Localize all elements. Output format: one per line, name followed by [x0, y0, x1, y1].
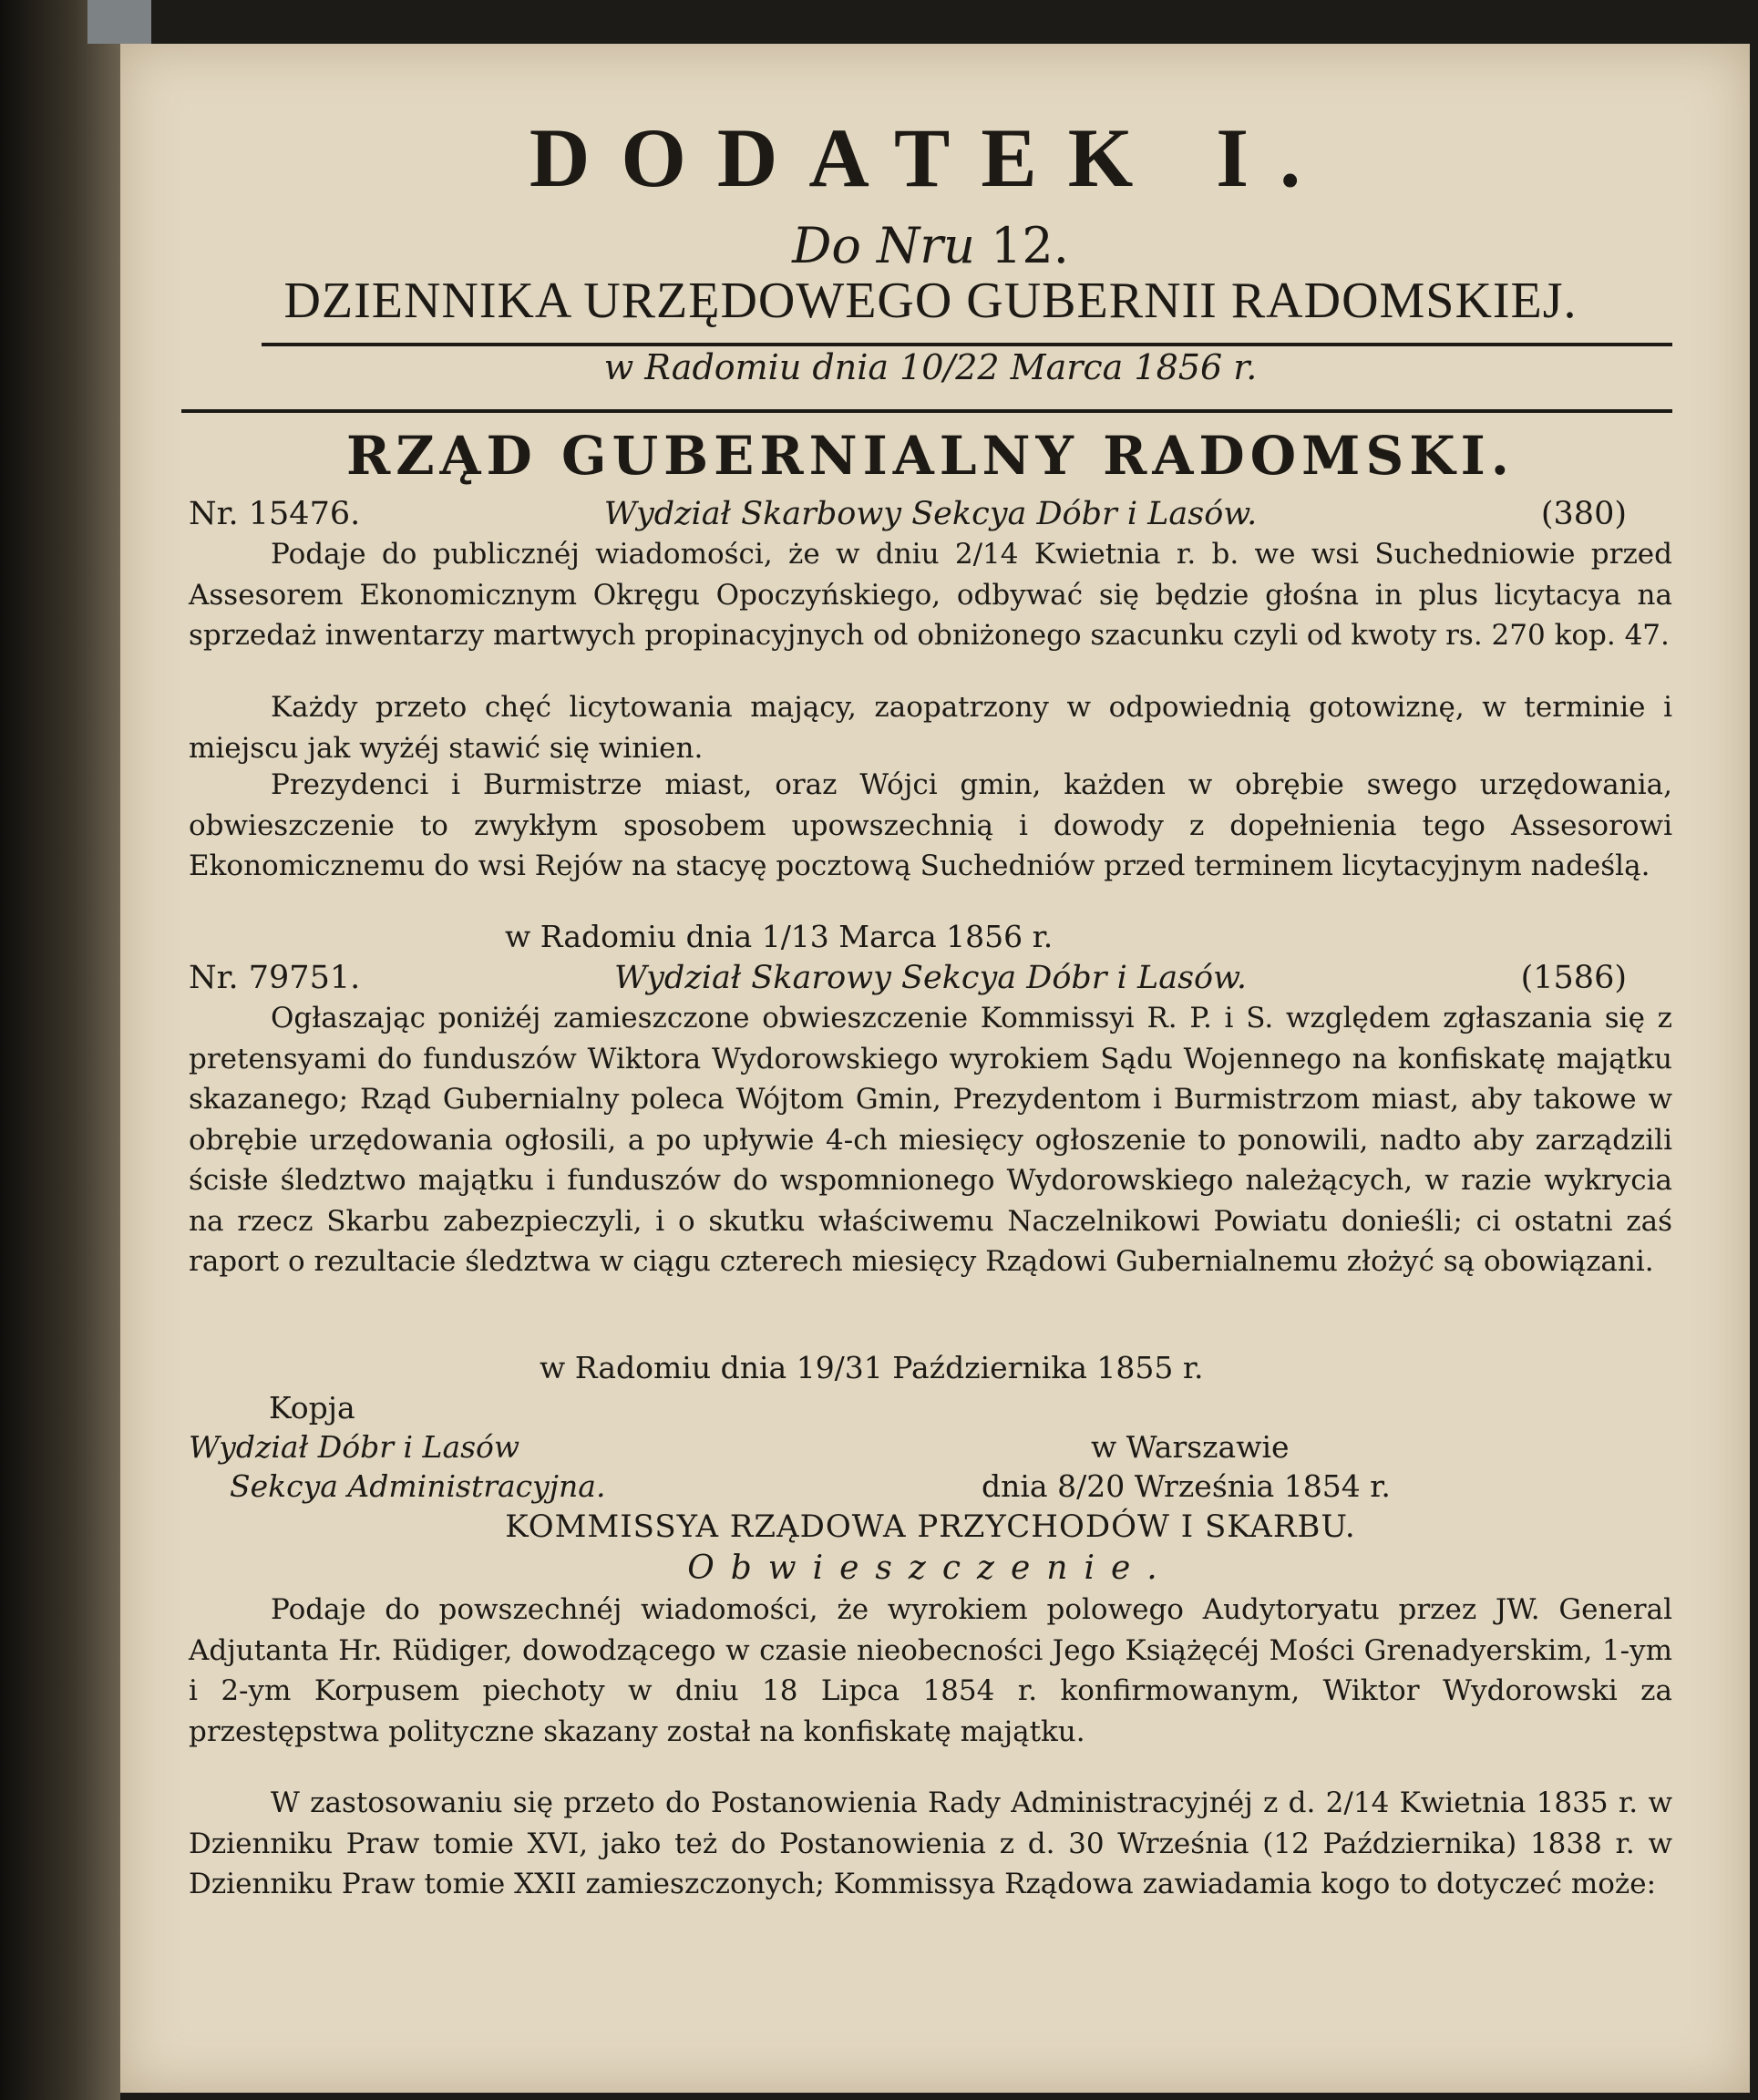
announcement-paragraph: Podaje do powszechnéj wiadomości, że wyrokiem polowego Audytoryatu przez JW. General Adjutanta Hr. Rüdiger, dowodzącego w czasie nieobecności Jego Książęcéj Mości Grenadyerskim, 1-ym i 2-ym Korpusem piechoty w dniu 18 Lipca 1854 r. konfirmowanym, Wiktor Wydorowski za przestępstwa polityczne skazany został na konfiskatę majątku.: [189, 1593, 1672, 1748]
copy-dept-line1: Wydział Dóbr i Lasów: [189, 1429, 520, 1465]
document-page: [120, 44, 1750, 2093]
notice2-place-date: w Radomiu dnia 19/31 Października 1855 r.: [540, 1350, 1204, 1385]
issue-dateline: w Radomiu dnia 10/22 Marca 1856 r.: [603, 347, 1258, 387]
notice1-paragraph: Podaje do publicznéj wiadomości, że w dniu 2/14 Kwietnia r. b. we wsi Suchedniowie przed Assesorem Ekonomicznym Okręgu Opoczyńskiego, odbywać się będzie głośna in plus licytacya na sprzedaż inwentarzy martwych propinacyjnych od obniżonego szacunku czyli od kwoty rs. 270 kop. 47.: [189, 538, 1672, 652]
header-rule-bottom: [181, 409, 1672, 413]
government-heading: RZĄD GUBERNIALNY RADOMSKI.: [346, 425, 1515, 487]
notice1-department: Wydział Skarbowy Sekcya Dóbr i Lasów.: [603, 496, 1258, 532]
notice2-number: Nr. 79751.: [189, 960, 361, 996]
copy-label: Kopja: [269, 1390, 355, 1426]
book-spine: [0, 0, 120, 2100]
notice1-paragraph: Każdy przeto chęć licytowania mający, zaopatrzony w odpowiednią gotowiznę, w terminie i miejscu jak wyżéj stawić się winien.: [189, 691, 1672, 765]
commission-heading: KOMMISSYA RZĄDOWA PRZYCHODÓW I SKARBU.: [505, 1508, 1356, 1545]
gazette-name: DZIENNIKA URZĘDOWEGO GUBERNII RADOMSKIEJ.: [283, 273, 1578, 329]
announcement-paragraph: W zastosowaniu się przeto do Postanowienia Rady Administracyjnéj z d. 2/14 Kwietnia 1835 r. w Dzienniku Praw tomie XVI, jako też do Postanowienia z d. 30 Września (12 Października) 1838 r. w Dzienniku Praw tomie XXII zamieszczonych; Kommissya Rządowa zawiadamia kogo to dotyczeć może:: [189, 1786, 1672, 1900]
notice2-department: Wydział Skarowy Sekcya Dóbr i Lasów.: [613, 960, 1248, 996]
supplement-title: DODATEK I.: [529, 111, 1332, 204]
copy-place: w Warszawie: [1091, 1429, 1290, 1465]
copy-date: dnia 8/20 Września 1854 r.: [982, 1468, 1391, 1504]
notice1-paragraph: Prezydenci i Burmistrze miast, oraz Wójci gmin, każden w obrębie swego urzędowania, obwieszczenie to zwykłym sposobem upowszechnią i dowody z dopełnienia tego Assesorowi Ekonomicznemu do wsi Rejów na stacyę pocztową Suchedniów przed terminem licytacyjnym nadeślą.: [189, 768, 1672, 882]
notice1-ref: (380): [1540, 496, 1627, 532]
issue-subtitle: [189, 217, 1672, 274]
issue-prefix: Do Nru: [792, 217, 975, 274]
notice1-number: Nr. 15476.: [189, 496, 361, 532]
issue-number: 12.: [991, 217, 1069, 274]
announcement-heading: Obwieszczenie.: [687, 1549, 1174, 1587]
notice2-paragraph: Ogłaszając poniżéj zamieszczone obwieszczenie Kommissyi R. P. i S. względem zgłaszania się z pretensyami do funduszów Wiktora Wydorowskiego wyrokiem Sądu Wojennego na konfiskatę majątku skazanego; Rząd Gubernialny poleca Wójtom Gmin, Prezydentom i Burmistrzom miast, aby takowe w obrębie urzędowania ogłosili, a po upływie 4-ch miesięcy ogłoszenie to ponowili, nadto aby zarządzili ścisłe śledztwo majątku i funduszów do wspomnionego Wydorowskiego należących, w razie wykrycia na rzecz Skarbu zabezpieczyli, i o skutku właściwemu Naczelnikowi Powiatu donieśli; ci ostatni zaś raport o rezultacie śledztwa w ciągu czterech miesięcy Rządowi Gubernialnemu złożyć są obowiązani.: [189, 1002, 1672, 1278]
header-rule-top: [262, 343, 1672, 346]
spine-tab: [87, 0, 151, 44]
copy-dept-line2: Sekcya Administracyjna.: [230, 1468, 606, 1504]
notice2-ref: (1586): [1520, 960, 1627, 996]
notice1-place-date: w Radomiu dnia 1/13 Marca 1856 r.: [505, 919, 1054, 954]
